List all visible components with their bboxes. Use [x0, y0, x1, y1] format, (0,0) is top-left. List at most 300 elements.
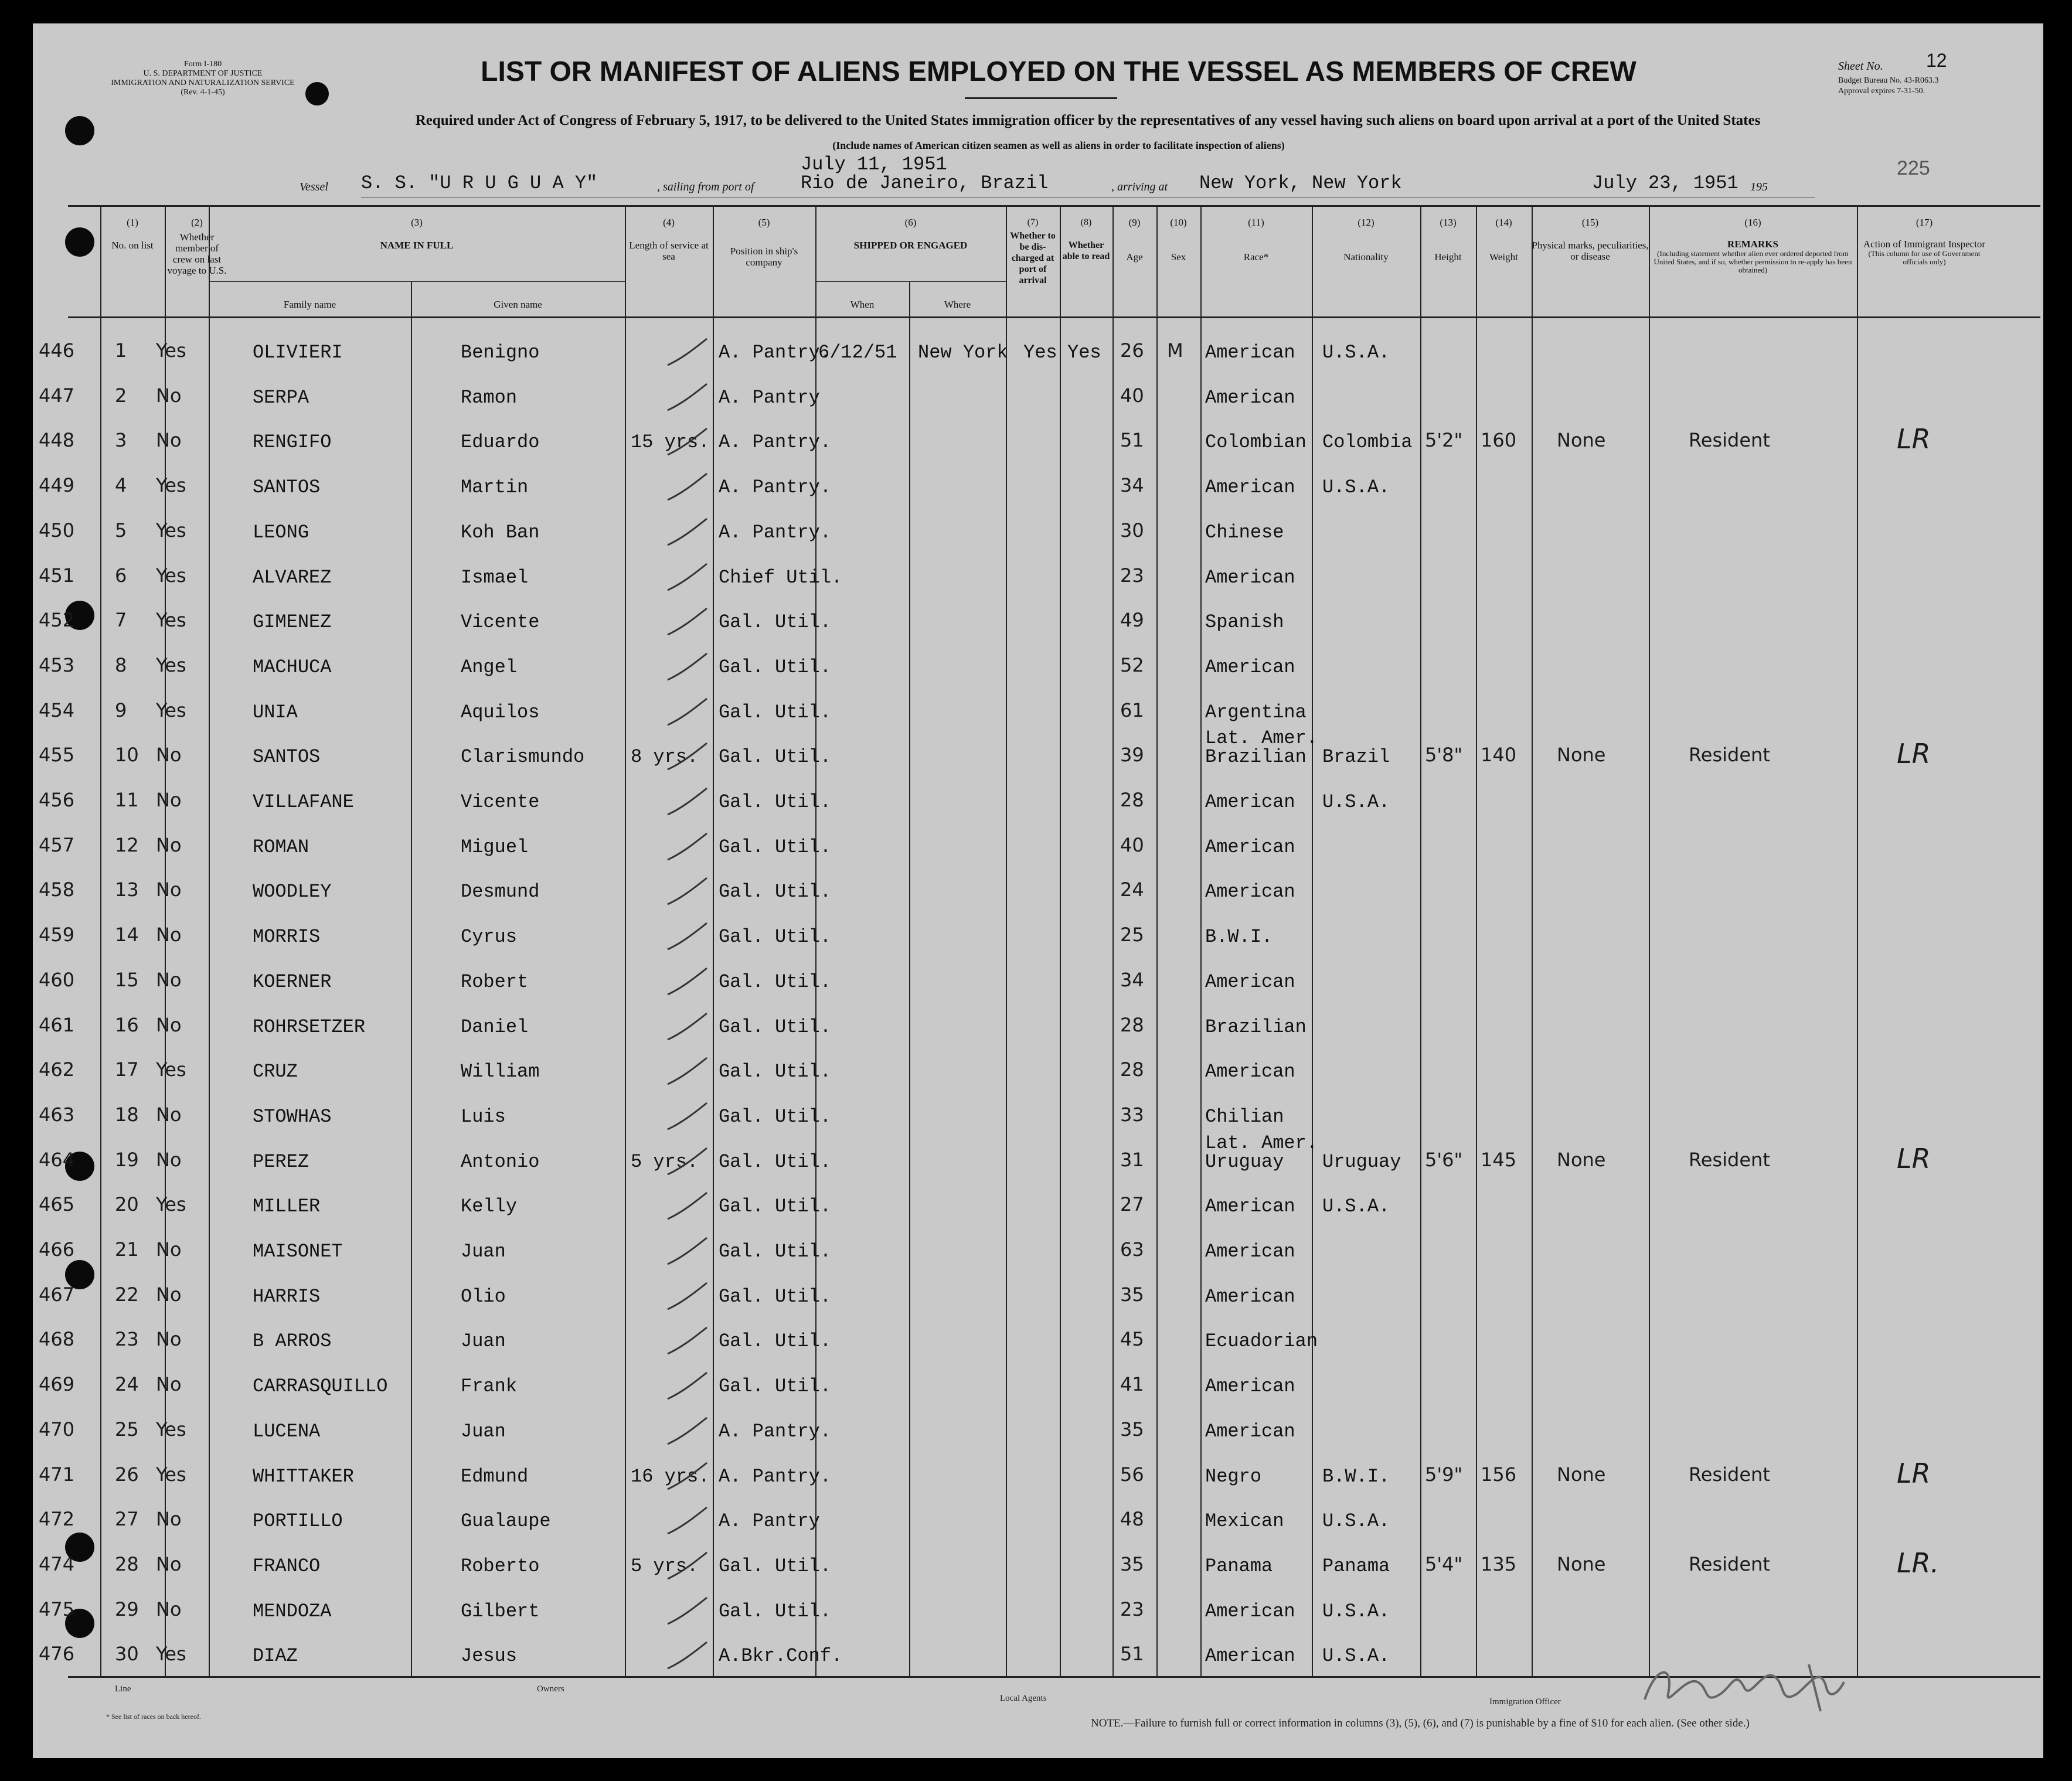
race: American	[1205, 1196, 1295, 1218]
position: Gal. Util.	[719, 1375, 832, 1398]
penalty-note: NOTE.—Failure to furnish full or correct information in columns (3), (5), (6), and (7) is punishable by a fine of $10 for each alien. (See other side.)	[1091, 1717, 1750, 1729]
table-row	[33, 826, 2043, 869]
race: American	[1205, 791, 1295, 813]
row-number: 17	[115, 1058, 139, 1081]
family-name: CRUZ	[253, 1061, 298, 1083]
family-name: UNIA	[253, 701, 298, 723]
table-row	[33, 1275, 2043, 1319]
row-stamp-number: 467	[39, 1283, 75, 1306]
col5-header: (5) Position in ship's company	[730, 217, 798, 268]
age: 35	[1120, 1283, 1144, 1306]
row-number: 23	[115, 1328, 139, 1351]
weight: 156	[1481, 1463, 1517, 1486]
col3-header: (3) NAME IN FULL	[380, 217, 454, 251]
given-name: Aquilos	[461, 701, 540, 723]
table-row	[33, 646, 2043, 689]
given-name: Gualaupe	[461, 1510, 551, 1533]
given-name: Robert	[461, 970, 529, 993]
position: Gal. Util.	[719, 656, 832, 678]
table-row	[33, 511, 2043, 554]
col6-header: (6) SHIPPED OR ENGAGED	[853, 217, 968, 251]
check-mark-icon	[663, 1055, 710, 1090]
crew-last-voyage: No	[156, 1148, 182, 1171]
page-stamp: 225	[1897, 157, 1930, 179]
family-name: B ARROS	[253, 1330, 332, 1353]
crew-last-voyage: Yes	[156, 1418, 186, 1441]
col9-header: (9) Age	[1126, 217, 1143, 263]
row-number: 16	[115, 1013, 139, 1036]
age: 39	[1120, 744, 1144, 767]
family-name: LEONG	[253, 521, 309, 543]
crew-last-voyage: Yes	[156, 699, 186, 721]
check-mark-icon	[663, 336, 710, 371]
punch-hole-icon	[305, 82, 329, 105]
length-of-service: 16 yrs.	[631, 1465, 710, 1487]
age: 41	[1120, 1373, 1144, 1396]
row-number: 7	[115, 609, 127, 632]
race: B.W.I.	[1205, 926, 1273, 948]
position: A. Pantry.	[719, 476, 832, 499]
row-stamp-number: 472	[39, 1508, 75, 1531]
crew-last-voyage: No	[156, 833, 182, 856]
family-name: FRANCO	[253, 1555, 321, 1577]
able-to-read: Yes	[1067, 342, 1101, 363]
check-mark-icon	[663, 425, 710, 461]
where-header: Where	[944, 299, 971, 310]
family-name: ROMAN	[253, 836, 309, 858]
check-mark-icon	[663, 1415, 710, 1450]
row-stamp-number: 462	[39, 1058, 75, 1081]
position: Gal. Util.	[719, 1241, 832, 1262]
given-name: Angel	[461, 656, 518, 678]
check-mark-icon	[663, 1100, 710, 1135]
sheet-label: Sheet No.	[1838, 60, 1883, 73]
given-name: Daniel	[461, 1016, 529, 1038]
position: Gal. Util.	[719, 1061, 832, 1083]
check-mark-icon	[663, 830, 710, 866]
table-row	[33, 870, 2043, 914]
given-name: Ramon	[461, 386, 518, 408]
races-note: * See list of races on back hereof.	[106, 1712, 201, 1721]
age: 51	[1120, 429, 1144, 452]
family-name: HARRIS	[253, 1285, 321, 1307]
row-number: 20	[115, 1193, 139, 1216]
age: 51	[1120, 1643, 1144, 1666]
row-stamp-number: 463	[39, 1103, 75, 1126]
check-mark-icon	[663, 1145, 710, 1180]
age: 25	[1120, 924, 1144, 946]
family-name: SANTOS	[253, 746, 321, 768]
race-note: Lat. Amer.	[1205, 727, 1318, 750]
row-number: 30	[115, 1643, 139, 1666]
crew-last-voyage: No	[156, 1283, 182, 1306]
family-name: SERPA	[253, 386, 309, 408]
col17-header: (17) Action of Immigrant Inspector (This column for use of Government officials only)	[1863, 217, 1986, 266]
nationality: B.W.I.	[1322, 1465, 1390, 1487]
nationality: U.S.A.	[1322, 791, 1390, 813]
age: 45	[1120, 1328, 1144, 1351]
age: 27	[1120, 1193, 1144, 1216]
crew-last-voyage: No	[156, 968, 182, 991]
approval-expiry: Approval expires 7-31-50.	[1838, 87, 1925, 96]
inspector-action: LR	[1897, 738, 1931, 770]
age: 28	[1120, 789, 1144, 811]
nationality: Uruguay	[1322, 1150, 1401, 1173]
discharged: Yes	[1023, 342, 1057, 363]
crew-last-voyage: No	[156, 1238, 182, 1261]
crew-last-voyage: Yes	[156, 653, 186, 676]
col12-header: (12) Nationality	[1343, 217, 1389, 263]
crew-last-voyage: Yes	[156, 564, 186, 587]
table-row	[33, 1185, 2043, 1228]
check-mark-icon	[663, 1370, 710, 1405]
crew-last-voyage: Yes	[156, 1193, 186, 1216]
col4-header: (4) Length of service at sea	[629, 217, 709, 262]
check-mark-icon	[663, 920, 710, 955]
family-name: WHITTAKER	[253, 1465, 354, 1487]
given-name-header: Given name	[494, 299, 542, 310]
race: Uruguay	[1205, 1150, 1284, 1173]
table-row	[33, 1095, 2043, 1139]
immigration-officer-label: Immigration Officer	[1489, 1697, 1561, 1707]
col14-header: (14) Weight	[1489, 217, 1518, 263]
col13-header: (13) Height	[1434, 217, 1462, 263]
check-mark-icon	[663, 1280, 710, 1315]
check-mark-icon	[663, 1460, 710, 1495]
given-name: Luis	[461, 1105, 506, 1128]
owners-label: Owners	[537, 1684, 564, 1694]
nationality: Colombia	[1322, 431, 1413, 454]
budget-bureau: Budget Bureau No. 43-R063.3	[1838, 76, 1939, 85]
service-name: IMMIGRATION AND NATURALIZATION SERVICE	[111, 79, 295, 87]
punch-hole-icon	[65, 116, 94, 145]
age: 28	[1120, 1013, 1144, 1036]
table-row	[33, 915, 2043, 959]
form-header-block	[97, 60, 308, 97]
age: 35	[1120, 1418, 1144, 1441]
family-name: MORRIS	[253, 926, 321, 948]
check-mark-icon	[663, 471, 710, 506]
weight: 160	[1481, 429, 1517, 452]
crew-last-voyage: No	[156, 789, 182, 811]
length-of-service: 15 yrs.	[631, 431, 710, 454]
given-name: Jesus	[461, 1645, 518, 1667]
remarks: Resident	[1689, 1463, 1770, 1486]
family-name: SANTOS	[253, 476, 321, 499]
arriving-port: New York, New York	[1199, 172, 1402, 194]
family-name: WOODLEY	[253, 881, 332, 903]
race: Brazilian	[1205, 746, 1307, 768]
given-name: Ismael	[461, 566, 529, 588]
race: Colombian	[1205, 431, 1307, 454]
weight: 145	[1481, 1148, 1517, 1171]
family-name: MILLER	[253, 1196, 321, 1218]
position: A. Pantry.	[719, 1420, 832, 1442]
position: A. Pantry.	[719, 521, 832, 543]
given-name: Juan	[461, 1330, 506, 1353]
nationality: U.S.A.	[1322, 342, 1390, 363]
row-stamp-number: 460	[39, 968, 75, 991]
weight: 140	[1481, 744, 1517, 767]
family-name: ALVAREZ	[253, 566, 332, 588]
crew-last-voyage: No	[156, 1013, 182, 1036]
crew-last-voyage: No	[156, 878, 182, 901]
table-row	[33, 1590, 2043, 1633]
race: American	[1205, 836, 1295, 858]
age: 40	[1120, 833, 1144, 856]
row-stamp-number: 474	[39, 1552, 75, 1575]
row-number: 2	[115, 384, 127, 407]
row-number: 10	[115, 744, 139, 767]
row-stamp-number: 450	[39, 519, 75, 542]
age: 31	[1120, 1148, 1144, 1171]
height: 5'2"	[1425, 429, 1463, 452]
physical-marks: None	[1557, 1552, 1606, 1575]
check-mark-icon	[663, 740, 710, 775]
check-mark-icon	[663, 1550, 710, 1585]
inspector-action: LR.	[1897, 1547, 1940, 1579]
family-name: STOWHAS	[253, 1105, 332, 1128]
row-number: 6	[115, 564, 127, 587]
crew-last-voyage: No	[156, 1328, 182, 1351]
row-stamp-number: 465	[39, 1193, 75, 1216]
col2-header: (2) Whether member of crew on last voyage to U.S.	[167, 217, 227, 276]
department-name: U. S. DEPARTMENT OF JUSTICE	[143, 69, 263, 78]
position: Gal. Util.	[719, 1016, 832, 1038]
race: Spanish	[1205, 611, 1284, 634]
physical-marks: None	[1557, 1148, 1606, 1171]
nationality: U.S.A.	[1322, 476, 1390, 499]
row-number: 13	[115, 878, 139, 901]
nationality: U.S.A.	[1322, 1510, 1390, 1533]
nationality: U.S.A.	[1322, 1600, 1390, 1622]
table-row	[33, 727, 2043, 779]
check-mark-icon	[663, 1190, 710, 1225]
col7-header: (7) Whether to be dis-charged at port of arrival	[1010, 217, 1056, 285]
position: Gal. Util.	[719, 1105, 832, 1128]
table-row	[33, 1006, 2043, 1049]
col16-header: (16) REMARKS (Including statement whether alien ever ordered deported from United States, and if so, whether permission to re-apply has been obtained)	[1653, 217, 1852, 274]
row-number: 9	[115, 699, 127, 721]
position: Gal. Util.	[719, 791, 832, 813]
age: 49	[1120, 609, 1144, 632]
weight: 135	[1481, 1552, 1517, 1575]
check-mark-icon	[663, 875, 710, 910]
position: Gal. Util.	[719, 836, 832, 858]
family-name: GIMENEZ	[253, 611, 332, 634]
crew-last-voyage: No	[156, 744, 182, 767]
position: Gal. Util.	[719, 970, 832, 993]
position: Gal. Util.	[719, 1555, 832, 1577]
shipped-subheader-rule	[815, 281, 1006, 282]
race: American	[1205, 881, 1295, 903]
row-number: 5	[115, 519, 127, 542]
check-mark-icon	[663, 561, 710, 596]
crew-last-voyage: Yes	[156, 474, 186, 497]
row-stamp-number: 471	[39, 1463, 75, 1486]
check-mark-icon	[663, 651, 710, 686]
crew-last-voyage: No	[156, 1373, 182, 1396]
row-stamp-number: 455	[39, 744, 75, 767]
age: 61	[1120, 699, 1144, 721]
crew-last-voyage: Yes	[156, 1643, 186, 1666]
row-stamp-number: 447	[39, 384, 75, 407]
length-of-service: 5 yrs.	[631, 1555, 699, 1577]
table-row	[33, 466, 2043, 509]
crew-last-voyage: No	[156, 924, 182, 946]
title-underline	[965, 97, 1117, 99]
check-mark-icon	[663, 1235, 710, 1270]
page-title: LIST OR MANIFEST OF ALIENS EMPLOYED ON THE VESSEL AS MEMBERS OF CREW	[481, 56, 1636, 87]
race: Panama	[1205, 1555, 1273, 1577]
crew-last-voyage: Yes	[156, 1463, 186, 1486]
height: 5'4"	[1425, 1552, 1463, 1575]
family-name: CARRASQUILLO	[253, 1375, 388, 1398]
crew-last-voyage: Yes	[156, 339, 186, 362]
family-name: MACHUCA	[253, 656, 332, 678]
family-name: MAISONET	[253, 1241, 343, 1262]
nationality: Panama	[1322, 1555, 1390, 1577]
given-name: Cyrus	[461, 926, 518, 948]
form-revision: (Rev. 4-1-45)	[181, 88, 225, 97]
remarks: Resident	[1689, 1552, 1770, 1575]
local-agents-label: Local Agents	[1000, 1694, 1047, 1703]
race: American	[1205, 1420, 1295, 1442]
check-mark-icon	[663, 1595, 710, 1630]
position: Gal. Util.	[719, 1330, 832, 1353]
height: 5'8"	[1425, 744, 1463, 767]
check-mark-icon	[663, 381, 710, 416]
race: American	[1205, 342, 1295, 363]
age: 28	[1120, 1058, 1144, 1081]
given-name: Desmund	[461, 881, 540, 903]
remarks: Resident	[1689, 1148, 1770, 1171]
position: A.Bkr.Conf.	[719, 1645, 843, 1667]
race: Chinese	[1205, 521, 1284, 543]
when-header: When	[850, 299, 875, 310]
header-bottom-rule	[68, 316, 2040, 318]
table-row	[33, 691, 2043, 734]
row-number: 3	[115, 429, 127, 452]
position: A. Pantry.	[719, 342, 832, 363]
age: 30	[1120, 519, 1144, 542]
race: American	[1205, 1241, 1295, 1262]
table-row	[33, 1050, 2043, 1094]
row-stamp-number: 454	[39, 699, 75, 721]
given-name: Vicente	[461, 791, 540, 813]
sailing-label: , sailing from port of	[657, 181, 754, 193]
punch-hole-icon	[65, 227, 94, 257]
given-name: Miguel	[461, 836, 529, 858]
row-stamp-number: 461	[39, 1013, 75, 1036]
family-name: OLIVIERI	[253, 342, 343, 363]
table-row	[33, 1230, 2043, 1273]
row-stamp-number: 470	[39, 1418, 75, 1441]
age: 56	[1120, 1463, 1144, 1486]
given-name: Juan	[461, 1420, 506, 1442]
race: American	[1205, 1645, 1295, 1667]
position: Gal. Util.	[719, 881, 832, 903]
position: Gal. Util.	[719, 701, 832, 723]
race: American	[1205, 1375, 1295, 1398]
arriving-label: , arriving at	[1111, 181, 1168, 193]
row-stamp-number: 466	[39, 1238, 75, 1261]
given-name: Gilbert	[461, 1600, 540, 1622]
given-name: Vicente	[461, 611, 540, 634]
family-name-header: Family name	[283, 299, 336, 310]
row-number: 18	[115, 1103, 139, 1126]
col1-header: (1) No. on list	[111, 217, 154, 251]
age: 26	[1120, 339, 1144, 362]
family-name: VILLAFANE	[253, 791, 354, 813]
crew-last-voyage: No	[156, 384, 182, 407]
age: 52	[1120, 653, 1144, 676]
line-label: Line	[115, 1684, 131, 1694]
position: Gal. Util.	[719, 1285, 832, 1307]
given-name: Olio	[461, 1285, 506, 1307]
sheet-number: 12	[1926, 50, 1947, 71]
race: Mexican	[1205, 1510, 1284, 1533]
page-subtitle: Required under Act of Congress of February 5, 1917, to be delivered to the United States immigration officer by the representatives of any vessel having such aliens on board upon arrival at a port of the United States	[415, 113, 1761, 128]
age: 33	[1120, 1103, 1144, 1126]
row-number: 19	[115, 1148, 139, 1171]
row-number: 15	[115, 968, 139, 991]
row-number: 1	[115, 339, 127, 362]
position: A. Pantry	[719, 1510, 820, 1533]
race: American	[1205, 970, 1295, 993]
crew-last-voyage: No	[156, 1598, 182, 1620]
position: A. Pantry	[719, 386, 820, 408]
given-name: William	[461, 1061, 540, 1083]
table-row	[33, 376, 2043, 420]
position: Chief Util.	[719, 566, 843, 588]
row-number: 28	[115, 1552, 139, 1575]
row-stamp-number: 451	[39, 564, 75, 587]
shipped-when: 6/12/51	[818, 342, 897, 363]
check-mark-icon	[663, 1504, 710, 1540]
position: A. Pantry.	[719, 431, 832, 454]
crew-last-voyage: No	[156, 429, 182, 452]
age: 23	[1120, 564, 1144, 587]
row-number: 21	[115, 1238, 139, 1261]
crew-last-voyage: Yes	[156, 1058, 186, 1081]
race: American	[1205, 566, 1295, 588]
given-name: Martin	[461, 476, 529, 499]
table-row	[33, 1500, 2043, 1543]
race-note: Lat. Amer.	[1205, 1132, 1318, 1154]
row-number: 25	[115, 1418, 139, 1441]
table-row	[33, 781, 2043, 824]
race: American	[1205, 386, 1295, 408]
row-number: 12	[115, 833, 139, 856]
given-name: Koh Ban	[461, 521, 540, 543]
row-stamp-number: 468	[39, 1328, 75, 1351]
table-top-rule	[68, 205, 2040, 207]
arrival-date: July 23, 1951	[1592, 172, 1738, 194]
col10-header: (10) Sex	[1170, 217, 1187, 263]
check-mark-icon	[663, 696, 710, 731]
check-mark-icon	[663, 785, 710, 820]
table-row	[33, 556, 2043, 600]
row-stamp-number: 456	[39, 789, 75, 811]
row-number: 24	[115, 1373, 139, 1396]
given-name: Benigno	[461, 342, 540, 363]
nationality: U.S.A.	[1322, 1645, 1390, 1667]
physical-marks: None	[1557, 744, 1606, 767]
race: Ecuadorian	[1205, 1330, 1318, 1353]
row-stamp-number: 449	[39, 474, 75, 497]
table-row	[33, 1545, 2043, 1588]
